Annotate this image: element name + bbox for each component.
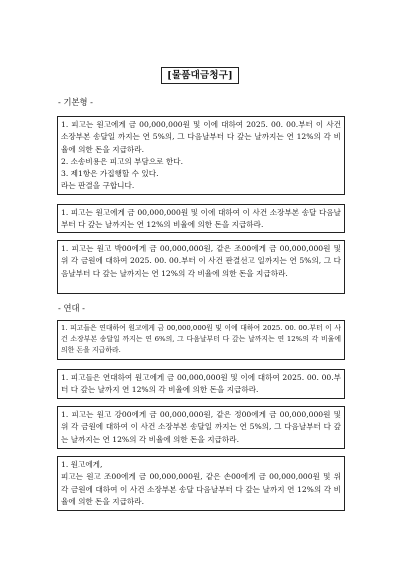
clause-text: 1. 피고는 원고 강00에게 금 00,000,000원, 같은 정00에게 금 00,000,000원 및 위 각 금원에 대하여 이 사건 소장부본 송달일 까지는 연 5%의, 그 다음날부터 다 갚는 날까지는 연 12%의 각 비율에 의한 돈을 지급하라. [61, 410, 341, 444]
clause-text: 1. 피고들은 연대하여 원고에게 금 00,000,000원 및 이에 대하여 2025. 00. 00.부터 이 사건 소장부본 송달일 까지는 연 6%의, 그 다음날부터 다 갚는 날까지는 연 12%의 각 비율에 의한 돈을 지급하라. [61, 324, 341, 355]
clause-line: 2. 소송비용은 피고의 부담으로 한다. [61, 156, 184, 166]
section-heading-joint: - 연대 - [58, 303, 85, 313]
clause-text: 1. 피고들은 연대하여 원고에게 금 00,000,000원 및 이에 대하여 2025. 00. 00.부터 다 갚는 날까지 연 12%의 각 비율에 의한 돈을 지급하라. [61, 373, 341, 395]
clause-box-joint-3 [57, 406, 345, 449]
clause-box-basic-2 [57, 204, 345, 233]
clause-box-joint-4 [57, 456, 345, 511]
clause-line: 피고는 원고 조00에게 금 00,000,000원, 같은 손00에게 금 00,000,000원 및 위 각 금원에 대하여 이 사건 소장부본 송달 다음날부터 다 갚는 날까지 연 12%의 각 비율에 의한 돈을 지급하라. [61, 472, 341, 506]
clause-line: 3. 제1항은 가집행할 수 있다. [61, 169, 159, 179]
clause-box-basic-3 [57, 240, 345, 294]
title-area [0, 63, 400, 84]
clause-text: 1. 피고는 원고 박00에게 금 00,000,000원, 같은 조00에게 금 00,000,000원 및 위 각 금원에 대하여 2025. 00. 00.부터 이 사건 판결선고 일까지는 연 5%의, 그 다음날부터 다 갚는 날까지는 연 12%의 각 비율에 의한 돈을 지급하라. [61, 244, 341, 278]
clause-line: 1. 원고에게, [61, 460, 103, 469]
clause-box-joint-2 [57, 369, 345, 399]
clause-box-joint-1 [57, 320, 345, 360]
clause-text: 1. 피고는 원고에게 금 00,000,000원 및 이에 대하여 이 사건 소장부본 송달 다음날부터 다 갚는 날까지는 연 12%의 비율에 의한 돈을 지급하라. [61, 208, 341, 230]
clause-line: 라는 판결을 구합니다. [61, 181, 135, 191]
clause-box-basic-1 [57, 116, 345, 195]
document-title: [물품대금청구] [161, 67, 239, 84]
section-heading-basic: - 기본형 - [58, 97, 93, 107]
clause-line: 1. 피고는 원고에게 금 00,000,000원 및 이에 대하여 2025. 00. 00.부터 이 사건 소장부본 송달일 까지는 연 5%의, 그 다음날부터 다 갚는 날까지는 연 12%의 각 비율에 의한 돈을 지급하라. [61, 120, 341, 154]
